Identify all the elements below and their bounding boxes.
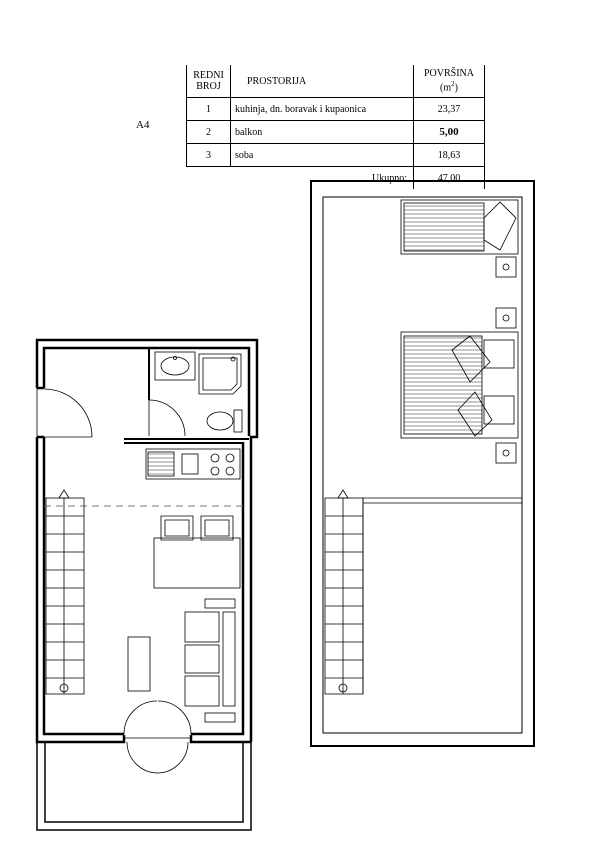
- ground-floor-plan: [37, 340, 257, 830]
- row-number: 3: [187, 144, 231, 167]
- kitchen-counter: [146, 449, 240, 479]
- dining-table: [154, 516, 240, 588]
- balcony-doors: [124, 701, 191, 773]
- entry-door: [37, 388, 92, 437]
- coffee-table: [128, 637, 150, 691]
- row-room: soba: [231, 144, 414, 167]
- bathroom-walls: [124, 348, 249, 443]
- row-area: 23,37: [414, 98, 485, 121]
- upper-outer-walls: [311, 181, 534, 746]
- unit-label: A4: [136, 119, 150, 131]
- upper-floor-plan: [311, 181, 534, 746]
- header-area-unit-sup: 2: [451, 80, 455, 89]
- gallery-railing: [363, 498, 522, 694]
- header-room: PROSTORIJA: [231, 65, 414, 98]
- total-label: Ukupno:: [231, 167, 414, 190]
- nightstand-1: [496, 257, 516, 277]
- upper-inner-walls: [323, 197, 522, 733]
- header-number-line1: REDNI: [193, 70, 224, 81]
- balcony: [37, 742, 251, 830]
- header-area-unit-suffix: ): [454, 82, 458, 94]
- row-area: 18,63: [414, 144, 485, 167]
- row-room: kuhinja, dn. boravak i kupaonica: [231, 98, 414, 121]
- header-area-unit-prefix: (m: [440, 82, 452, 94]
- sofa: [185, 599, 235, 722]
- washbasin-icon: [155, 352, 195, 380]
- single-bed: [401, 200, 518, 254]
- nightstand-2: [496, 308, 516, 328]
- row-area: 5,00: [414, 121, 485, 144]
- bathroom-door: [149, 400, 185, 436]
- stairs-upper: [325, 490, 363, 694]
- toilet-icon: [207, 410, 242, 432]
- shower-icon: [199, 354, 241, 394]
- stairs-ground: [46, 490, 84, 694]
- header-number-line2: BROJ: [196, 81, 221, 92]
- row-room: balkon: [231, 121, 414, 144]
- nightstand-3: [496, 443, 516, 463]
- header-area-line1: POVRŠINA: [423, 68, 474, 80]
- total-value: 47,00: [414, 167, 485, 190]
- double-bed: [401, 332, 518, 438]
- row-number: 1: [187, 98, 231, 121]
- row-number: 2: [187, 121, 231, 144]
- outer-walls: [37, 340, 257, 742]
